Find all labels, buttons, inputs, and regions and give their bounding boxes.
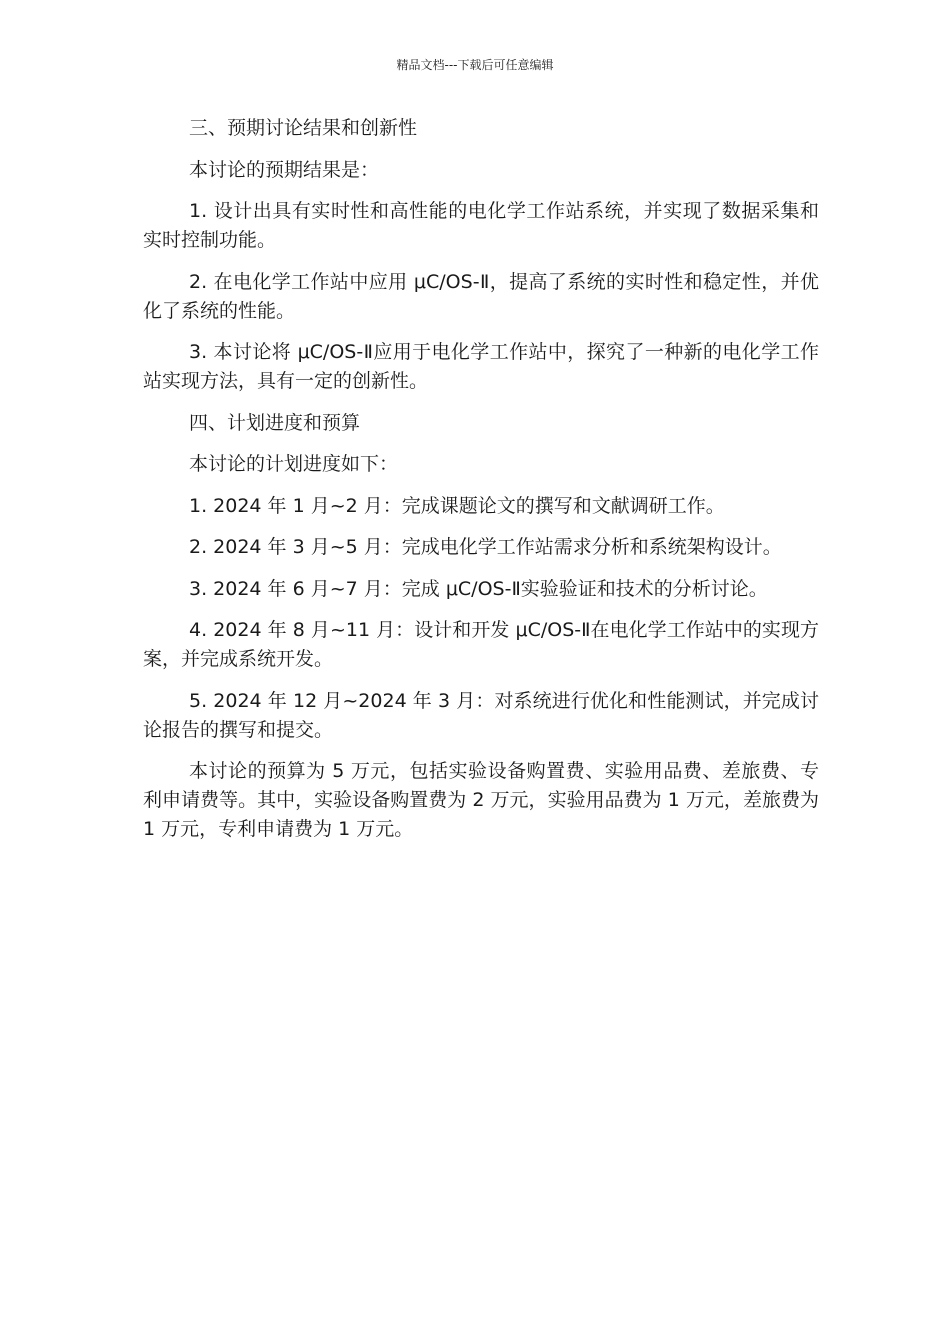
section-4-title: 四、计划进度和预算 [189, 411, 361, 434]
section-4-intro: 本讨论的计划进度如下： [189, 453, 399, 475]
section-3-item-1: 1. 设计出具有实时性和高性能的电化学工作站系统，并实现了数据采集和实时控制功能。 [143, 200, 819, 251]
page-header: 精品文档---下载后可任意编辑 [396, 58, 554, 72]
document-body [143, 114, 819, 857]
schedule-item-4: 4. 2024 年 8 月~11 月：设计和开发 μC/OS-Ⅱ在电化学工作站中的实现方案，并完成系统开发。 [143, 619, 819, 670]
schedule-item-3: 3. 2024 年 6 月~7 月：完成 μC/OS-Ⅱ实验验证和技术的分析讨论。 [189, 577, 768, 600]
section-3-item-2: 2. 在电化学工作站中应用 μC/OS-Ⅱ，提高了系统的实时性和稳定性，并优化了系统的性能。 [143, 270, 819, 322]
section-3-intro: 本讨论的预期结果是： [189, 158, 380, 181]
section-3-item-3: 3. 本讨论将 μC/OS-Ⅱ应用于电化学工作站中，探究了一种新的电化学工作站实现方法，具有一定的创新性。 [143, 341, 819, 392]
schedule-item-2: 2. 2024 年 3 月~5 月：完成电化学工作站需求分析和系统架构设计。 [189, 536, 782, 558]
schedule-item-5: 5. 2024 年 12 月~2024 年 3 月：对系统进行优化和性能测试，并完成讨论报告的撰写和提交。 [143, 689, 819, 741]
section-3-title: 三、预期讨论结果和创新性 [189, 117, 418, 139]
schedule-item-1: 1. 2024 年 1 月~2 月：完成课题论文的撰写和文献调研工作。 [189, 494, 725, 517]
budget-paragraph: 本讨论的预算为 5 万元，包括实验设备购置费、实验用品费、差旅费、专利申请费等。其中，实验设备购置费为 2 万元，实验用品费为 1 万元，差旅费为 1 万元，专利申请费为 1 万元。 [143, 760, 819, 840]
